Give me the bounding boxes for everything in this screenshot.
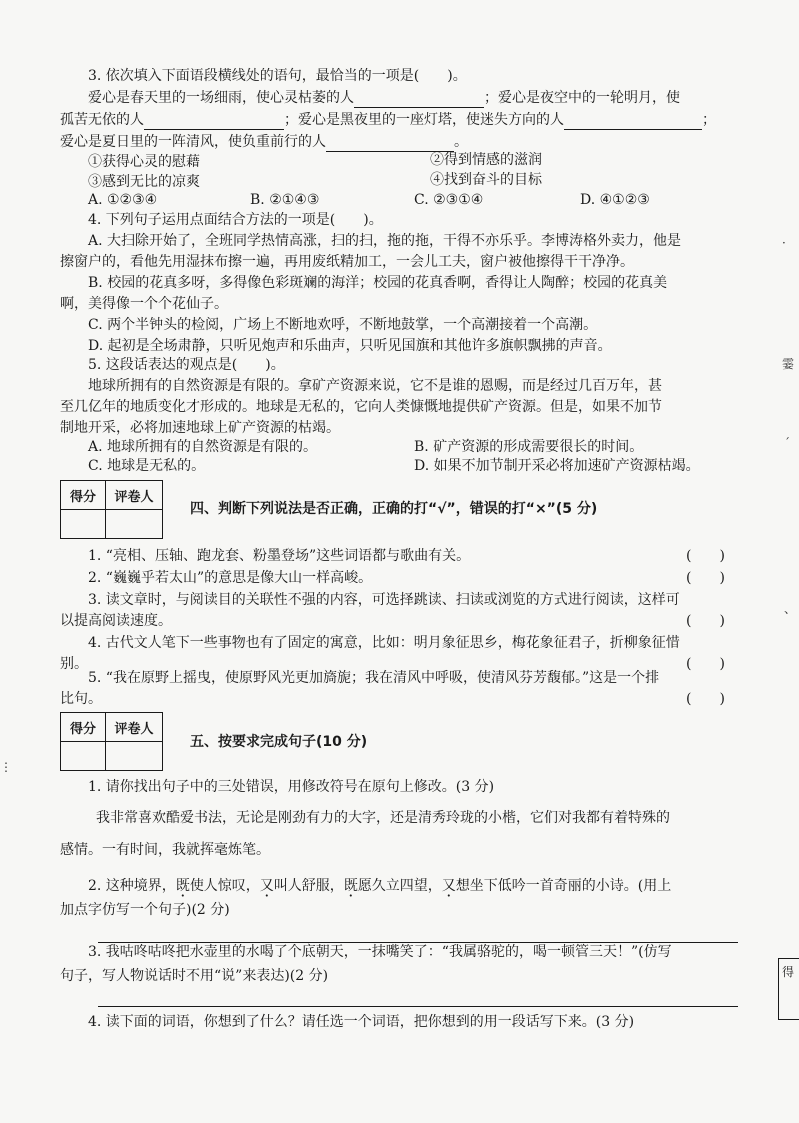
margin-mark: ⋮ [0, 760, 12, 774]
sentence-task-3-line1: 3. 我咕咚咕咚把水壶里的水喝了个底朝天，一抹嘴笑了：“我属骆驼的，喝一顿管三天！”(仿写 [88, 944, 672, 960]
reviewer-header: 评卷人 [106, 713, 163, 742]
judge-item-4-line2: 别。 [60, 656, 88, 672]
q3-stem: 3. 依次填入下面语段横线处的语句，最恰当的一项是( )。 [88, 68, 467, 84]
margin-box: 得 [778, 958, 799, 1020]
judge-item-3-line2: 以提高阅读速度。 [60, 613, 172, 629]
score-header: 得分 [61, 481, 106, 510]
margin-mark: 霎 [782, 357, 795, 371]
q3-passage-line1: 爱心是春天里的一场细雨，使心灵枯萎的人 ；爱心是夜空中的一轮明月，使 [88, 90, 680, 106]
sentence-task-2-line2: 加点字仿写一个句子)(2 分) [60, 902, 230, 918]
section4-title: 四、判断下列说法是否正确，正确的打“√”，错误的打“×”(5 分) [190, 501, 598, 517]
judge-item-5-line2: 比句。 [60, 691, 102, 707]
q5-choice-c[interactable]: C. 地球是无私的。 [88, 458, 206, 474]
q3-option-4: ④找到奋斗的目标 [430, 172, 542, 188]
reviewer-cell[interactable] [106, 742, 163, 771]
score-cell[interactable] [61, 742, 106, 771]
section4-score-table [60, 480, 163, 539]
sentence-task-1-text-line1[interactable]: 我非常喜欢酷爱书法，无论是刚劲有力的大字，还是清秀玲珑的小楷，它们对我都有着特殊的 [96, 810, 670, 826]
q3-option-3: ③感到无比的凉爽 [88, 174, 200, 190]
q3-choice-a[interactable]: A. ①②③④ [88, 192, 158, 208]
judge-answer-4[interactable]: ( ) [686, 656, 725, 672]
section5-title: 五、按要求完成句子(10 分) [190, 734, 368, 750]
judge-answer-3[interactable]: ( ) [686, 613, 725, 629]
margin-mark: · [782, 236, 786, 250]
q5-choice-a[interactable]: A. 地球所拥有的自然资源是有限的。 [88, 439, 318, 455]
q4-choice-b-line2: 啊，美得像一个个花仙子。 [60, 296, 228, 312]
judge-answer-2[interactable]: ( ) [686, 570, 725, 586]
judge-item-3-line1: 3. 读文章时，与阅读目的关联性不强的内容，可选择跳读、扫读或浏览的方式进行阅读，这样可 [88, 592, 680, 608]
q3-choice-d[interactable]: D. ④①②③ [580, 192, 650, 208]
q4-choice-a-line2: 擦窗户的，看他先用湿抹布擦一遍，再用废纸精加工，一会儿工夫，窗户被他擦得干干净净。 [60, 254, 634, 270]
q5-passage-line3: 制地开采，必将加速地球上矿产资源的枯竭。 [60, 420, 340, 436]
q5-stem: 5. 这段话表达的观点是( )。 [88, 357, 285, 373]
q3-passage-line2: 孤苦无依的人 ；爱心是黑夜里的一座灯塔，使迷失方向的人 ； [60, 112, 716, 128]
judge-answer-5[interactable]: ( ) [686, 691, 725, 707]
margin-mark: ˊ [784, 436, 790, 450]
score-header: 得分 [61, 713, 106, 742]
sentence-task-1-text-line2[interactable]: 感情。一有时间，我就挥毫炼笔。 [60, 842, 270, 858]
section5-score-table [60, 712, 163, 771]
q5-passage-line1: 地球所拥有的自然资源是有限的。拿矿产资源来说，它不是谁的恩赐，而是经过几百万年，甚 [88, 378, 662, 394]
q4-choice-d[interactable]: D. 起初是全场肃静，只听见炮声和乐曲声，只听见国旗和其他许多旗帜飘拂的声音。 [88, 338, 612, 354]
q4-stem: 4. 下列句子运用点面结合方法的一项是( )。 [88, 212, 383, 228]
score-cell[interactable] [61, 510, 106, 539]
reviewer-header: 评卷人 [106, 481, 163, 510]
judge-answer-1[interactable]: ( ) [686, 548, 725, 564]
judge-item-4-line1: 4. 古代文人笔下一些事物也有了固定的寓意，比如：明月象征思乡，梅花象征君子，折柳象征惜 [88, 635, 680, 651]
q3-choice-b[interactable]: B. ②①④③ [250, 192, 320, 208]
answer-line-3[interactable] [98, 1006, 738, 1007]
judge-item-5-line1: 5. “我在原野上摇曳，使原野风光更加旖旎；我在清风中呼吸，使清风芬芳馥郁。”这是一个排 [88, 670, 660, 686]
q4-choice-a-line1[interactable]: A. 大扫除开始了，全班同学热情高涨，扫的扫，拖的拖，干得不亦乐乎。李博涛格外卖力，他是 [88, 233, 682, 249]
q3-blank-1[interactable] [354, 93, 484, 108]
judge-item-2: 2. “巍巍乎若太山”的意思是像大山一样高峻。 [88, 570, 373, 586]
sentence-task-4: 4. 读下面的词语，你想到了什么？请任选一个词语，把你想到的用一段话写下来。(3 分) [88, 1014, 635, 1030]
q5-passage-line2: 至几亿年的地质变化才形成的。地球是无私的，它向人类慷慨地提供矿产资源。但是，如果不加节 [60, 399, 662, 415]
q3-passage-line3: 爱心是夏日里的一阵清风，使负重前行的人 。 [60, 134, 468, 150]
sentence-task-2-line1: 2. 这种境界，既使人惊叹，又叫人舒服，既愿久立四望，又想坐下低吟一首奇丽的小诗。(用上 [88, 878, 672, 894]
q3-choice-c[interactable]: C. ②③①④ [414, 192, 484, 208]
reviewer-cell[interactable] [106, 510, 163, 539]
q3-blank-3[interactable] [564, 115, 702, 130]
judge-item-1: 1. “亮相、压轴、跑龙套、粉墨登场”这些词语都与歌曲有关。 [88, 548, 471, 564]
q5-choice-b[interactable]: B. 矿产资源的形成需要很长的时间。 [414, 439, 644, 455]
sentence-task-3-line2: 句子，写人物说话时不用“说”来表达)(2 分) [60, 968, 329, 984]
q4-choice-b-line1[interactable]: B. 校园的花真多呀，多得像色彩斑斓的海洋；校园的花真香啊，香得让人陶醉；校园的花真美 [88, 275, 668, 291]
q5-choice-d[interactable]: D. 如果不加节制开采必将加速矿产资源枯竭。 [414, 458, 700, 474]
q4-choice-c[interactable]: C. 两个半钟头的检阅，广场上不断地欢呼，不断地鼓掌，一个高潮接着一个高潮。 [88, 317, 598, 333]
q3-option-2: ②得到情感的滋润 [430, 152, 542, 168]
q3-option-1: ①获得心灵的慰藉 [88, 154, 200, 170]
q3-blank-2[interactable] [144, 115, 284, 130]
margin-mark: 、 [784, 602, 797, 616]
sentence-task-1: 1. 请你找出句子中的三处错误，用修改符号在原句上修改。(3 分) [88, 779, 495, 795]
